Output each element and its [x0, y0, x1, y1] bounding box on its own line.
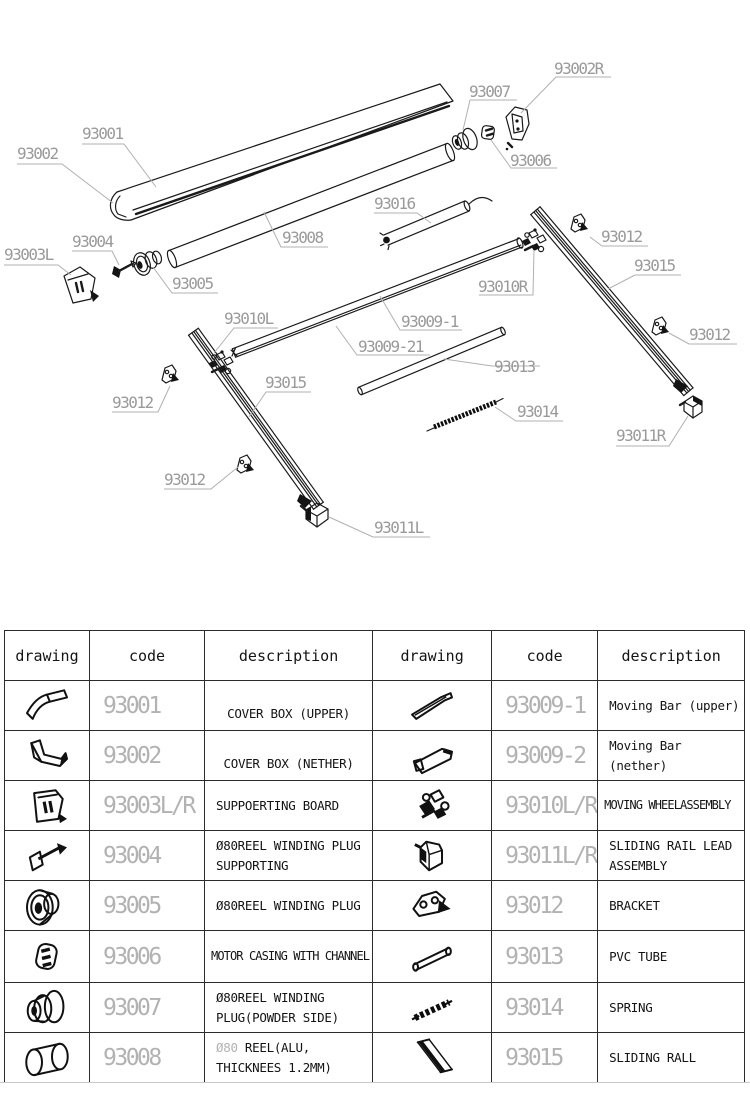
reel-icon [20, 1038, 74, 1078]
drawing-cell [373, 983, 492, 1033]
part-motor-casing-93006 [481, 125, 495, 140]
moving-bar-nether-icon [405, 736, 459, 776]
drawing-cell [373, 881, 492, 931]
code-cell: 93003L/R [90, 781, 205, 831]
supporting-board-icon [20, 786, 74, 826]
table-row [5, 831, 745, 881]
code-cell: 93002 [90, 731, 205, 781]
part-bracket-93012-a [571, 214, 588, 232]
table-row [5, 983, 745, 1033]
table-row [5, 1033, 745, 1083]
leader-line [521, 77, 611, 113]
part-pin-93004 [112, 261, 136, 278]
drawing-cell [373, 681, 492, 731]
code-cell: 93004 [90, 831, 205, 881]
code-cell: 93014 [492, 983, 598, 1033]
drawing-cell [5, 881, 90, 931]
code-cell: 93009-2 [492, 731, 598, 781]
drawing-cell [373, 931, 492, 983]
part-label-93011L: 93011L [374, 518, 423, 537]
table-row [5, 681, 745, 731]
part-label-93004: 93004 [72, 232, 113, 251]
motor-wire [469, 198, 492, 204]
column-header-drawing-left: drawing [5, 631, 90, 681]
column-header-drawing-right: drawing [373, 631, 492, 681]
diagram-label-layer [4, 59, 737, 537]
pvc-tube-icon [405, 937, 459, 977]
table-row [5, 781, 745, 831]
part-bracket-93012-c [162, 365, 179, 383]
part-label-93011R: 93011R [616, 426, 665, 445]
description-cell: SPRING [598, 983, 745, 1033]
drawing-cell [5, 983, 90, 1033]
drawing-cell [5, 931, 90, 983]
part-label-93012: 93012 [601, 227, 642, 246]
part-label-93001: 93001 [82, 124, 123, 143]
cover-box-upper-icon [20, 686, 74, 726]
part-label-93010R: 93010R [478, 277, 527, 296]
drawing-cell [5, 681, 90, 731]
column-header-description-left: description [205, 631, 373, 681]
part-label-93013: 93013 [494, 357, 535, 376]
part-supporting-board-93003L [64, 267, 99, 303]
part-label-93003L: 93003L [4, 245, 53, 264]
drawing-cell [373, 831, 492, 881]
code-cell: 93006 [90, 931, 205, 983]
part-label-93008: 93008 [282, 228, 323, 247]
part-label-93005: 93005 [172, 274, 213, 293]
part-label-93007: 93007 [469, 82, 510, 101]
part-label-93015: 93015 [265, 373, 306, 392]
leader-line [17, 164, 113, 203]
table-row [5, 881, 745, 931]
part-bracket-93002R [506, 107, 529, 150]
description-cell: Ø80REEL WINDING PLUG [205, 881, 373, 931]
part-winding-plug-93007 [451, 126, 480, 151]
part-bracket-93012-b [652, 317, 669, 335]
sliding-rail-lead-icon [405, 836, 459, 876]
leader-line [72, 251, 119, 265]
description-cell: COVER BOX (NETHER) [205, 731, 373, 781]
part-label-93015: 93015 [634, 256, 675, 275]
leader-line [249, 392, 311, 417]
part-label-93002: 93002 [17, 144, 58, 163]
spring-icon [405, 988, 459, 1028]
part-label-93012: 93012 [164, 470, 205, 489]
code-cell: 93010L/R [492, 781, 598, 831]
drawing-cell [5, 1033, 90, 1083]
part-label-93006: 93006 [510, 151, 551, 170]
part-sliding-rail-left-93015 [189, 328, 324, 509]
part-label-93002R: 93002R [554, 59, 603, 78]
code-cell: 93005 [90, 881, 205, 931]
table-row [5, 731, 745, 781]
table-header-row [5, 631, 745, 681]
leader-line [608, 275, 681, 289]
code-cell: 93015 [492, 1033, 598, 1083]
drawing-cell [373, 781, 492, 831]
part-label-93012: 93012 [112, 393, 153, 412]
part-label-93009-21: 93009-21 [358, 337, 424, 356]
column-header-code-right: code [492, 631, 598, 681]
description-cell: COVER BOX (UPPER) [205, 681, 373, 731]
leader-line [82, 144, 156, 187]
code-cell: 93009-1 [492, 681, 598, 731]
description-cell: MOVING WHEELASSEMBLY [598, 781, 745, 831]
description-cell: Ø80REEL WINDING PLUG(POWDER SIDE) [205, 983, 373, 1033]
part-label-93016: 93016 [374, 194, 415, 213]
drawing-cell [373, 1033, 492, 1083]
bracket-icon [405, 886, 459, 926]
description-cell: Moving Bar (upper) [598, 681, 745, 731]
page-bottom-rule [0, 1082, 750, 1083]
drawing-cell [373, 731, 492, 781]
part-label-93012: 93012 [689, 325, 730, 344]
code-cell: 93011L/R [492, 831, 598, 881]
description-cell: Moving Bar (nether) [598, 731, 745, 781]
leader-line [4, 265, 71, 275]
winding-plug-powder-icon [20, 988, 74, 1028]
code-cell: 93012 [492, 881, 598, 931]
description-cell: Ø80REEL WINDING PLUG SUPPORTING [205, 831, 373, 881]
code-cell: 93008 [90, 1033, 205, 1083]
code-cell: 93001 [90, 681, 205, 731]
winding-plug-icon [20, 886, 74, 926]
leader-line [374, 213, 431, 223]
part-label-93014: 93014 [517, 402, 558, 421]
drawing-cell [5, 781, 90, 831]
part-label-93010L: 93010L [224, 309, 273, 328]
description-cell: BRACKET [598, 881, 745, 931]
description-cell: Ø80 REEL(ALU, THICKNEES 1.2MM) [205, 1033, 373, 1083]
drawing-cell [5, 731, 90, 781]
cover-box-nether-icon [20, 736, 74, 776]
code-cell: 93007 [90, 983, 205, 1033]
motor-casing-icon [20, 937, 74, 977]
leader-line [214, 328, 278, 353]
column-header-code-left: code [90, 631, 205, 681]
code-cell: 93013 [492, 931, 598, 983]
sliding-rail-icon [405, 1038, 459, 1078]
drawing-cell [5, 831, 90, 881]
part-bracket-93012-d [237, 455, 254, 473]
description-cell: MOTOR CASING WITH CHANNEL [205, 931, 373, 983]
part-rail-lead-93011R [680, 396, 702, 418]
part-label-93009-1: 93009-1 [401, 312, 458, 331]
description-cell: SUPPOERTING BOARD [205, 781, 373, 831]
moving-bar-upper-icon [405, 686, 459, 726]
winding-plug-supporting-icon [20, 836, 74, 876]
description-cell: PVC TUBE [598, 931, 745, 983]
part-wheel-assembly-93010R [522, 228, 546, 251]
description-cell: SLIDING RAIL LEAD ASSEMBLY [598, 831, 745, 881]
part-spring-93014 [427, 399, 503, 432]
table-row [5, 931, 745, 983]
description-gray-prefix: Ø80 [216, 1040, 238, 1056]
parts-table [4, 630, 745, 1083]
column-header-description-right: description [598, 631, 745, 681]
description-cell: SLIDING RALL [598, 1033, 745, 1083]
moving-wheel-assembly-icon [405, 786, 459, 826]
